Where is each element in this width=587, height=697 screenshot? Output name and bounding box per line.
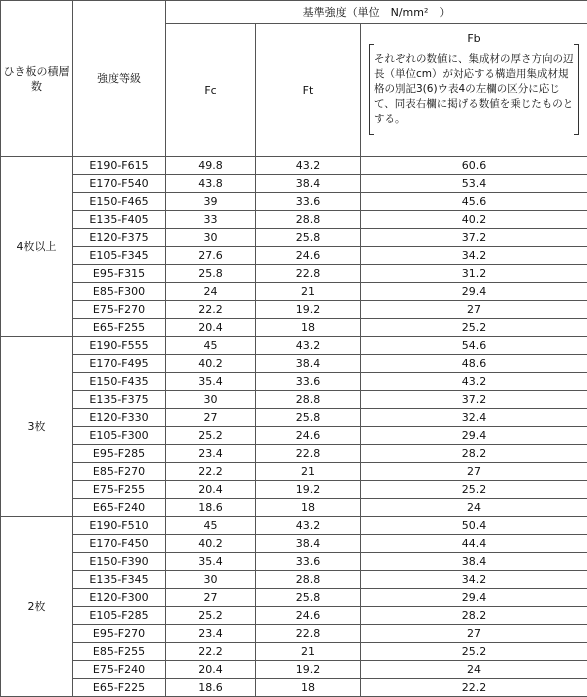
cell-fc: 40.2	[166, 355, 256, 373]
layer-group-label: 2枚	[1, 517, 73, 697]
cell-fc: 27.6	[166, 247, 256, 265]
cell-fb: 48.6	[361, 355, 587, 373]
cell-fb: 27	[361, 301, 587, 319]
cell-ft: 18	[256, 679, 361, 697]
cell-ft: 19.2	[256, 661, 361, 679]
cell-fb: 38.4	[361, 553, 587, 571]
table-row	[1, 211, 587, 229]
table-row	[1, 355, 587, 373]
table-row	[1, 427, 587, 445]
cell-fc: 30	[166, 391, 256, 409]
cell-grade: E170-F450	[73, 535, 166, 553]
table-row	[1, 265, 587, 283]
cell-grade: E85-F270	[73, 463, 166, 481]
cell-ft: 33.6	[256, 373, 361, 391]
table-row	[1, 157, 587, 175]
cell-fb: 29.4	[361, 283, 587, 301]
table-row	[1, 517, 587, 535]
cell-grade: E120-F375	[73, 229, 166, 247]
cell-fc: 20.4	[166, 661, 256, 679]
cell-grade: E65-F255	[73, 319, 166, 337]
cell-fc: 25.2	[166, 607, 256, 625]
cell-fc: 45	[166, 517, 256, 535]
cell-fc: 49.8	[166, 157, 256, 175]
cell-fb: 40.2	[361, 211, 587, 229]
cell-ft: 19.2	[256, 481, 361, 499]
cell-fb: 27	[361, 625, 587, 643]
cell-fc: 40.2	[166, 535, 256, 553]
cell-ft: 43.2	[256, 517, 361, 535]
cell-ft: 38.4	[256, 355, 361, 373]
cell-fc: 23.4	[166, 625, 256, 643]
cell-grade: E95-F270	[73, 625, 166, 643]
table-body	[1, 157, 587, 697]
cell-fb: 50.4	[361, 517, 587, 535]
cell-fc: 45	[166, 337, 256, 355]
cell-grade: E75-F240	[73, 661, 166, 679]
table-row	[1, 193, 587, 211]
cell-ft: 28.8	[256, 391, 361, 409]
table-row	[1, 283, 587, 301]
cell-grade: E135-F405	[73, 211, 166, 229]
cell-grade: E120-F330	[73, 409, 166, 427]
cell-ft: 21	[256, 643, 361, 661]
table-row	[1, 175, 587, 193]
table-row	[1, 391, 587, 409]
cell-ft: 22.8	[256, 265, 361, 283]
cell-fb: 24	[361, 661, 587, 679]
cell-fb: 54.6	[361, 337, 587, 355]
cell-fc: 43.8	[166, 175, 256, 193]
table-row	[1, 481, 587, 499]
header-basic-strength-label: 基準強度（単位 N/mm² ）	[303, 6, 451, 19]
cell-ft: 22.8	[256, 625, 361, 643]
table-row	[1, 337, 587, 355]
cell-fb: 24	[361, 499, 587, 517]
cell-fb: 43.2	[361, 373, 587, 391]
cell-fc: 30	[166, 229, 256, 247]
cell-fc: 24	[166, 283, 256, 301]
table-row	[1, 607, 587, 625]
table-row	[1, 373, 587, 391]
cell-grade: E150-F390	[73, 553, 166, 571]
cell-fb: 37.2	[361, 229, 587, 247]
header-grade-label: 強度等級	[97, 72, 141, 85]
cell-fb: 31.2	[361, 265, 587, 283]
table-row	[1, 409, 587, 427]
cell-grade: E105-F345	[73, 247, 166, 265]
cell-fb: 28.2	[361, 607, 587, 625]
table-row	[1, 463, 587, 481]
cell-grade: E65-F240	[73, 499, 166, 517]
layer-group-label: 3枚	[1, 337, 73, 517]
cell-ft: 33.6	[256, 553, 361, 571]
cell-grade: E95-F315	[73, 265, 166, 283]
cell-grade: E190-F555	[73, 337, 166, 355]
cell-fb: 28.2	[361, 445, 587, 463]
cell-fc: 18.6	[166, 499, 256, 517]
cell-fc: 22.2	[166, 301, 256, 319]
cell-grade: E120-F300	[73, 589, 166, 607]
table-row	[1, 319, 587, 337]
cell-grade: E135-F375	[73, 391, 166, 409]
cell-ft: 38.4	[256, 175, 361, 193]
cell-fc: 39	[166, 193, 256, 211]
cell-grade: E150-F465	[73, 193, 166, 211]
cell-fc: 25.8	[166, 265, 256, 283]
table-row	[1, 301, 587, 319]
cell-ft: 28.8	[256, 571, 361, 589]
cell-fc: 22.2	[166, 643, 256, 661]
cell-fc: 27	[166, 409, 256, 427]
cell-grade: E95-F285	[73, 445, 166, 463]
header-fb-label: Fb	[361, 31, 587, 46]
cell-fb: 44.4	[361, 535, 587, 553]
table-row	[1, 535, 587, 553]
cell-fb: 37.2	[361, 391, 587, 409]
cell-grade: E135-F345	[73, 571, 166, 589]
cell-grade: E85-F300	[73, 283, 166, 301]
cell-ft: 25.8	[256, 229, 361, 247]
cell-fc: 22.2	[166, 463, 256, 481]
cell-fb: 29.4	[361, 427, 587, 445]
header-layers	[1, 1, 73, 157]
header-basic-strength	[166, 1, 587, 24]
header-fc-label: Fc	[204, 84, 216, 97]
layer-group-label: 4枚以上	[1, 157, 73, 337]
cell-ft: 43.2	[256, 337, 361, 355]
cell-grade: E105-F285	[73, 607, 166, 625]
fb-note: それぞれの数値に、集成材の厚さ方向の辺長（単位cm）が対応する構造用集成材規格の別記3(6)ウ表4の左欄の区分に応じて、同表右欄に掲げる数値を乗じたものとする。	[369, 50, 579, 129]
cell-fb: 27	[361, 463, 587, 481]
cell-grade: E190-F510	[73, 517, 166, 535]
cell-fb: 45.6	[361, 193, 587, 211]
cell-fc: 25.2	[166, 427, 256, 445]
table-row	[1, 661, 587, 679]
cell-fc: 18.6	[166, 679, 256, 697]
cell-ft: 38.4	[256, 535, 361, 553]
cell-ft: 22.8	[256, 445, 361, 463]
header-layers-label: ひき板の積層数	[4, 65, 70, 93]
cell-fc: 23.4	[166, 445, 256, 463]
table-row	[1, 229, 587, 247]
header-fb	[361, 24, 587, 157]
cell-fb: 29.4	[361, 589, 587, 607]
cell-grade: E65-F225	[73, 679, 166, 697]
table-row	[1, 643, 587, 661]
cell-ft: 28.8	[256, 211, 361, 229]
cell-fc: 20.4	[166, 319, 256, 337]
header-ft-label: Ft	[303, 84, 314, 97]
cell-ft: 18	[256, 319, 361, 337]
cell-fc: 20.4	[166, 481, 256, 499]
cell-fc: 30	[166, 571, 256, 589]
cell-fc: 35.4	[166, 553, 256, 571]
cell-fb: 34.2	[361, 247, 587, 265]
table-row	[1, 247, 587, 265]
cell-fb: 22.2	[361, 679, 587, 697]
cell-fb: 34.2	[361, 571, 587, 589]
table-row	[1, 679, 587, 697]
cell-grade: E75-F255	[73, 481, 166, 499]
cell-ft: 25.8	[256, 409, 361, 427]
header-ft	[256, 24, 361, 157]
cell-fb: 32.4	[361, 409, 587, 427]
cell-fb: 60.6	[361, 157, 587, 175]
cell-fb: 25.2	[361, 319, 587, 337]
cell-ft: 43.2	[256, 157, 361, 175]
cell-ft: 19.2	[256, 301, 361, 319]
cell-ft: 21	[256, 283, 361, 301]
cell-grade: E105-F300	[73, 427, 166, 445]
cell-grade: E150-F435	[73, 373, 166, 391]
cell-ft: 18	[256, 499, 361, 517]
cell-ft: 33.6	[256, 193, 361, 211]
table-row	[1, 625, 587, 643]
cell-grade: E75-F270	[73, 301, 166, 319]
cell-fc: 35.4	[166, 373, 256, 391]
cell-grade: E170-F495	[73, 355, 166, 373]
header-grade	[73, 1, 166, 157]
cell-fc: 27	[166, 589, 256, 607]
cell-grade: E85-F255	[73, 643, 166, 661]
cell-ft: 21	[256, 463, 361, 481]
table-row	[1, 553, 587, 571]
header-fc	[166, 24, 256, 157]
table-row	[1, 445, 587, 463]
cell-fb: 53.4	[361, 175, 587, 193]
table-row	[1, 571, 587, 589]
cell-fc: 33	[166, 211, 256, 229]
table-row	[1, 499, 587, 517]
cell-ft: 24.6	[256, 427, 361, 445]
table-row	[1, 589, 587, 607]
cell-fb: 25.2	[361, 643, 587, 661]
cell-ft: 24.6	[256, 247, 361, 265]
cell-ft: 25.8	[256, 589, 361, 607]
cell-ft: 24.6	[256, 607, 361, 625]
cell-grade: E170-F540	[73, 175, 166, 193]
cell-grade: E190-F615	[73, 157, 166, 175]
cell-fb: 25.2	[361, 481, 587, 499]
